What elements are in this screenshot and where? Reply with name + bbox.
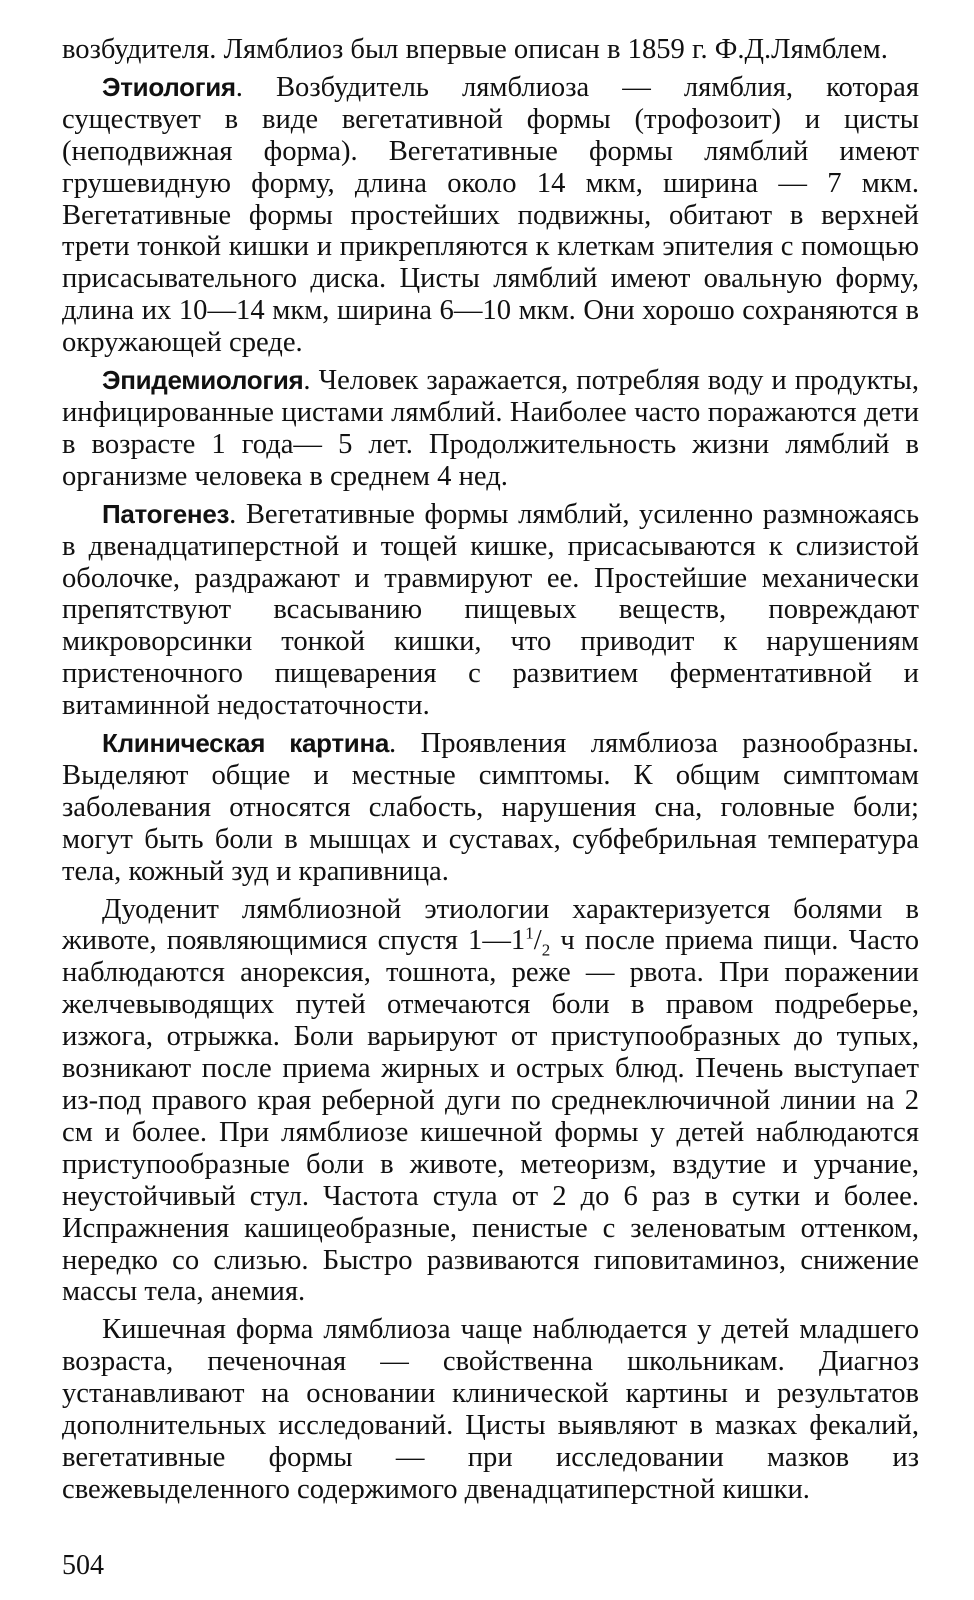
etiology-heading: Этиология <box>102 71 236 102</box>
duodenitis-paragraph <box>62 894 919 1309</box>
clinical-heading: Клиническая картина <box>102 728 390 759</box>
epidemiology-text: . Человек заражается, потребляя воду и продукты, инфицированные цистами лямблий. Наиболее часто поражаются дети в возрасте 1 года— 5 лет. Продолжительность жизни лямблий в организме человека в среднем 4 нед. <box>62 365 919 492</box>
etiology-paragraph <box>62 72 919 359</box>
fraction: $^1/_2$ <box>525 923 551 961</box>
pathogenesis-heading: Патогенез <box>102 498 230 529</box>
fraction-numerator: 1 <box>525 923 534 943</box>
duodenitis-text-after: ч после приема пищи. Часто наблюдаются анорексия, тошнота, реже — рвота. При поражении желчевыводящих путей отмечаются боли в правом подреберье, изжога, отрыжка. Боли варьируют от приступообразных до тупых, возникают после приема жирных и острых блюд. Печень выступает из-под правого края реберной дуги по среднеключичной линии на 2 см и более. При лямблиозе кишечной формы у детей наблюдаются приступообразные боли в животе, метеоризм, вздутие и урчание, неустойчивый стул. Частота стула от 2 до 6 раз в сутки и более. Испражнения кашицеобразные, пенистые с зеленоватым оттенком, нередко со слизью. Быстро развиваются гиповитаминоз, снижение массы тела, анемия. <box>62 925 919 1308</box>
pathogenesis-text: . Вегетативные формы лямблий, усиленно размножаясь в двенадцатиперстной и тощей кишке, присасываются к слизистой оболочке, раздражают и травмируют ее. Простейшие механически препятствуют всасыванию пищевых веществ, повреждают микроворсинки тонкой кишки, что приводит к нарушениям пристеночного пищеварения с развитием ферментативной и витаминной недостаточности. <box>62 498 919 722</box>
epidemiology-heading: Эпидемиология <box>102 365 304 396</box>
duodenitis-text-before: Дуоденит лямблиозной этиологии характеризуется болями в животе, появляющимися спустя 1—1 <box>62 893 919 957</box>
fraction-denominator: 2 <box>541 941 551 961</box>
epidemiology-paragraph <box>62 365 919 493</box>
clinical-text: . Проявления лямблиоза разнообразны. Выделяют общие и местные симптомы. К общим симптомам заболевания относятся слабость, нарушения сна, головные боли; могут быть боли в мышцах и суставах, субфебрильная температура тела, кожный зуд и крапивница. <box>62 728 919 887</box>
intestinal-paragraph: Кишечная форма лямблиоза чаще наблюдается у детей младшего возраста, печеночная — свойственна школьникам. Диагноз устанавливают на основании клинической картины и результатов дополнительных исследований. Цисты выявляют в мазках фекалий, вегетативные формы — при исследовании мазков из свежевыделенного содержимого двенадцатиперстной кишки. <box>62 1314 919 1505</box>
page-body <box>62 34 919 1506</box>
clinical-paragraph <box>62 728 919 888</box>
intro-paragraph: возбудителя. Лямблиоз был впервые описан в 1859 г. Ф.Д.Лямблем. <box>62 34 888 65</box>
pathogenesis-paragraph <box>62 499 919 722</box>
page-number: 504 <box>62 1550 104 1581</box>
etiology-text: . Возбудитель лямблиоза — лямблия, которая существует в виде вегетативной формы (трофозоит) и цисты (неподвижная форма). Вегетативные формы лямблий имеют грушевидную форму, длина около 14 мкм, ширина — 7 мкм. Вегетативные формы простейших подвижны, обитают в верхней трети тонкой кишки и прикрепляются к клеткам эпителия с помощью присасывательного диска. Цисты лямблий имеют овальную форму, длина их 10—14 мкм, ширина 6—10 мкм. Они хорошо сохраняются в окружающей среде. <box>62 71 919 359</box>
